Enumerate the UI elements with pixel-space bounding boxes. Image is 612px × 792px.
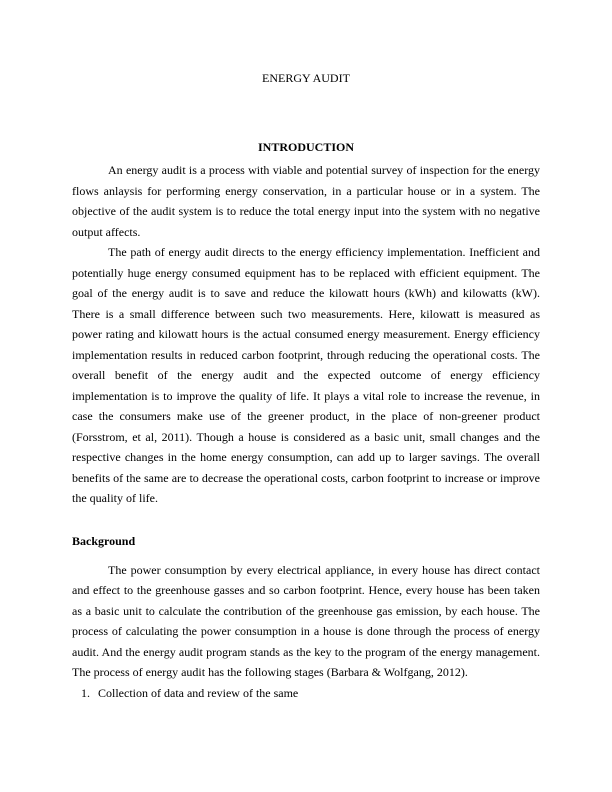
list-item-text: Collection of data and review of the same [98,685,299,700]
list-item-number: 1. [81,685,90,700]
introduction-paragraph-1: An energy audit is a process with viable and potential survey of inspection for the energy flows anlaysis for performing energy conservation, in a particular house or in a system. The objective of the audit system is to reduce the total energy input into the system with no negative output affects. [72,163,540,239]
introduction-heading: INTRODUCTION [257,140,354,154]
stages-list [72,683,540,704]
background-heading: Background [72,533,136,548]
background-paragraph-1: The power consumption by every electrical appliance, in every house has direct contact and effect to the greenhouse gasses and so carbon footprint. Hence, every house has been taken as a basic unit to calculate the contribution of the greenhouse gas emission, by each house. The process of calculating the power consumption in a house is done through the process of energy audit. And the energy audit program stands as the key to the program of the energy management. The process of energy audit has the following stages (Barbara & Wolfgang, 2012). [72,562,540,679]
list-item [72,683,540,704]
document-body [72,140,540,703]
introduction-paragraph-2: The path of energy audit directs to the energy efficiency implementation. Inefficient and potentially huge energy consumed equipment has to be replaced with efficient equipment. The goal of the energy audit is to save and reduce the kilowatt hours (kWh) and kilowatts (kW). There is a small difference between such two measurements. Here, kilowatt is measured as power rating and kilowatt hours is the actual consumed energy measurement. Energy efficiency implementation results in reduced carbon footprint, through reducing the operational costs. The overall benefit of the energy audit and the expected outcome of energy efficiency implementation is to improve the quality of life. It plays a vital role to increase the revenue, in case the consumers make use of the greener product, in the place of non-greener product (Forsstrom, et al, 2011). Though a house is considered as a basic unit, small changes and the respective changes in the home energy consumption, can add up to larger savings. The overall benefits of the same are to decrease the operational costs, carbon footprint to increase or improve the quality of life. [72,245,540,505]
document-title: ENERGY AUDIT [262,71,350,85]
